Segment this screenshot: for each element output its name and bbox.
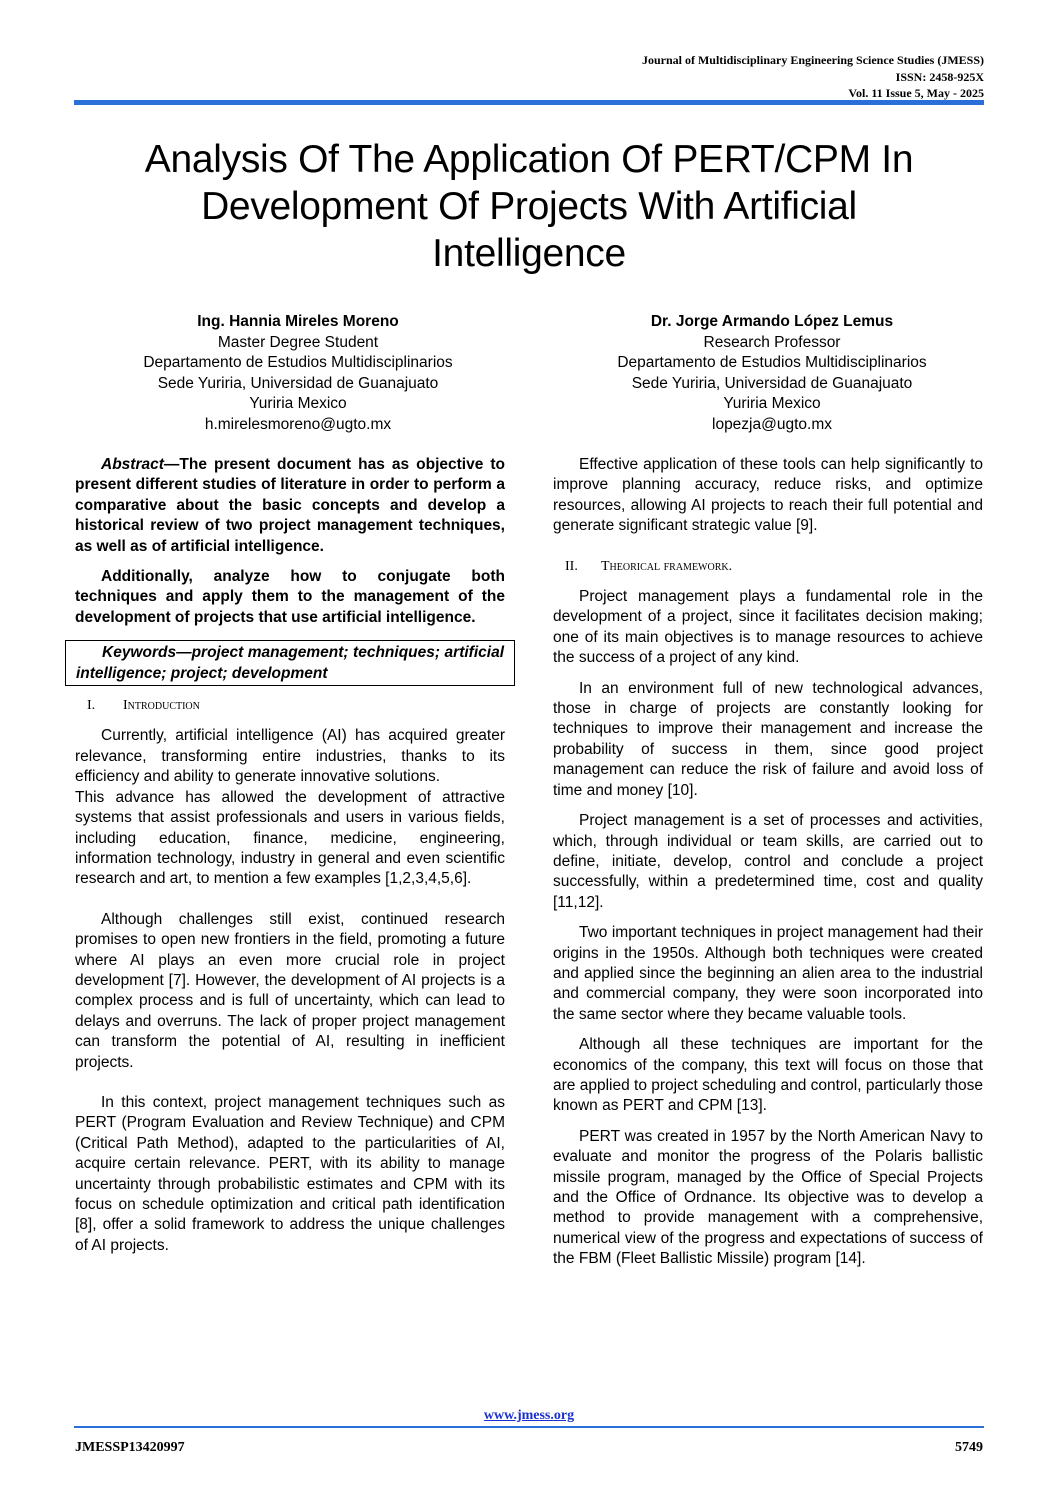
framework-paragraph-2: In an environment full of new technological advances, those in charge of projects are constantly looking for techniques to improve their management and increase the probability of success in them, since good project management can reduce the risk of failure and avoid loss of time and money [10]. [553,679,983,799]
intro-paragraph-2: This advance has allowed the development of attractive systems that assist professionals and users in various fields, including education, finance, medicine, engineering, information technology, industry in general and even scientific research and art, to mention a few examples [1,2,3,4,5,6]. [75,788,505,888]
framework-paragraph-1: Project management plays a fundamental role in the development of a project, since it facilitates decision making; one of its main objectives is to manage resources to achieve the success of a project of any kind. [553,588,983,667]
title-line-1: Analysis Of The Application Of PERT/CPM In [144,138,914,182]
author-location: Yuriria Mexico [249,395,347,412]
right-intro-paragraph: Effective application of these tools can help significantly to improve planning accuracy, reduce risks, and optimize resources, allowing AI projects to reach their full potential and generate significant strategic value [9]. [553,456,983,535]
section-title: Introduction [123,698,200,714]
author-name: Ing. Hannia Mireles Moreno [197,313,399,330]
abstract-paragraph-2: Additionally, analyze how to conjugate both techniques and apply them to the management of the development of projects that use artificial intelligence. [75,568,505,626]
keywords-box: Keywords—project management; techniques; artificial intelligence; project; development [65,640,515,686]
header-divider [74,100,984,105]
author-1 [68,312,528,435]
page-number: 5749 [955,1440,983,1455]
author-role: Master Degree Student [217,333,379,351]
section-heading-introduction [75,696,505,716]
section-title: Theorical framework. [601,558,733,574]
author-2 [542,312,1002,435]
title-line-2: Development Of Projects With Artificial [201,185,857,229]
author-email: h.mirelesmoreno@ugto.mx [204,415,392,433]
framework-paragraph-5: Although all these techniques are important for the economics of the company, this text will focus on those that are applied to project scheduling and control, particularly those known as PERT and CPM [13]. [553,1036,983,1115]
intro-paragraph-3: Although challenges still exist, continued research promises to open new frontiers in the field, promoting a future where AI plays an even more crucial role in project development [7]. However, the development of AI projects is a complex process and is full of uncertainty, which can lead to delays and overruns. The lack of proper project management can transform the potential of AI, resulting in inefficient projects. [75,910,505,1071]
section-number: II. [565,558,578,574]
journal-header [504,52,984,102]
abstract-label: Abstract [101,456,164,473]
paper-id: JMESSP13420997 [75,1440,185,1455]
author-email: lopezja@ugto.mx [712,415,832,433]
section-heading-framework [553,557,983,577]
footer-divider [74,1426,984,1428]
journal-volume: Vol. 11 Issue 5, May - 2025 [848,86,984,100]
intro-paragraph-4: In this context, project management techniques such as PERT (Program Evaluation and Review Technique) and CPM (Critical Path Method), adapted to the particularities of AI, acquire certain relevance. PERT, with its ability to manage uncertainty through probabilistic estimates and CPM with its focus on schedule optimization and critical path identification [8], offer a solid framework to address the unique challenges of AI projects. [75,1093,505,1254]
author-name: Dr. Jorge Armando López Lemus [650,313,894,330]
framework-paragraph-4: Two important techniques in project management had their origins in the 1950s. Although both techniques were created and applied since the beginning an alien area to the industrial and commercial company, they were soon incorporated into the same sector where they became valuable tools. [553,924,983,1023]
author-location: Yuriria Mexico [723,395,821,412]
author-campus: Sede Yuriria, Universidad de Guanajuato [157,374,439,392]
author-department: Departamento de Estudios Multidisciplinarios [617,354,927,371]
intro-paragraph-1: Currently, artificial intelligence (AI) has acquired greater relevance, transforming entire industries, thanks to its efficiency and ability to generate innovative solutions. [75,727,505,786]
framework-paragraph-6: PERT was created in 1957 by the North American Navy to evaluate and monitor the progress of the Polaris ballistic missile program, managed by the Office of Special Projects and the Office of Ordnance. Its objective was to develop a method to provide management with a comprehensive, numerical view of the progress and expectations of success of the FBM (Fleet Ballistic Missile) program [14]. [553,1127,983,1268]
right-column [553,455,983,1270]
abstract-text-1: —The present document has as objective to present different studies of literature in order to perform a comparative about the basic concepts and develop a historical review of two project management techniques, as well as of artificial intelligence. [75,456,505,555]
framework-paragraph-3: Project management is a set of processes and activities, which, through individual or team skills, are carried out to define, initiate, develop, control and conclude a project successfully, within a predetermined time, cost and quality [11,12]. [553,812,983,911]
title-line-3: Intelligence [432,232,626,276]
left-column [75,455,505,1256]
journal-website-link[interactable]: www.jmess.org [483,1408,575,1423]
journal-issn: ISSN: 2458-925X [895,69,984,84]
journal-name: Journal of Multidisciplinary Engineering Science Studies (JMESS) [641,53,984,67]
abstract-paragraph-1 [75,455,505,557]
author-campus: Sede Yuriria, Universidad de Guanajuato [631,374,913,392]
author-role: Research Professor [703,333,841,351]
paper-title [74,136,984,277]
author-department: Departamento de Estudios Multidisciplinarios [143,354,453,371]
section-number: I. [87,698,96,714]
